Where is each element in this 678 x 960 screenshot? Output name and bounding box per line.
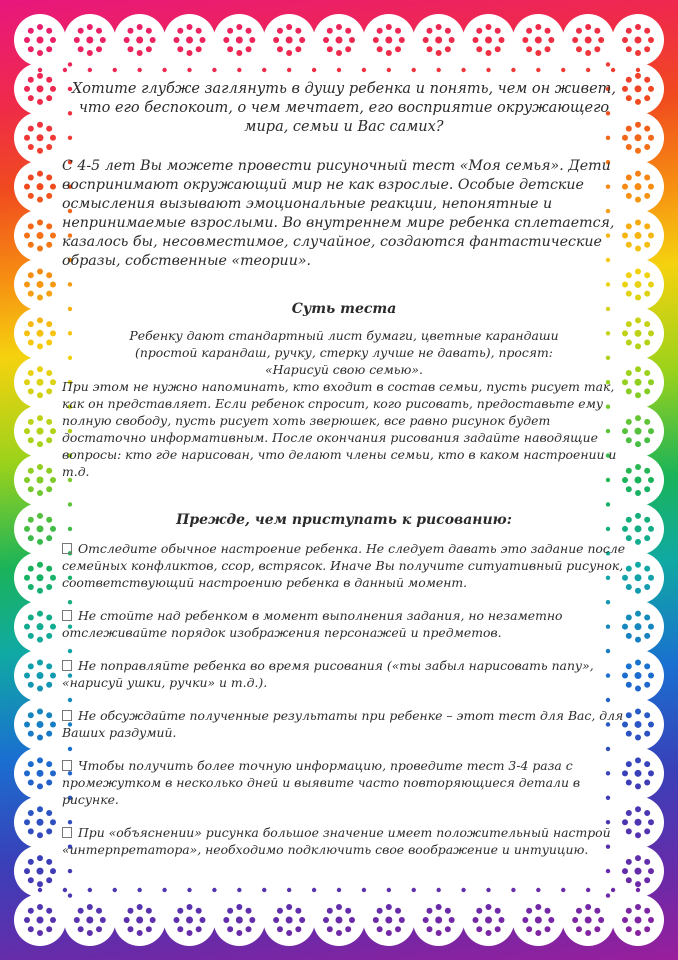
intro-text: Хотите глубже заглянуть в душу ребенка и понять, чем он живет, что его беспокоит, о чем мечтает, его восприятие окружающего мира, семьи и Вас самих? [71, 81, 617, 135]
tip-item [62, 707, 626, 741]
section2-title: Прежде, чем приступать к рисованию: [176, 512, 512, 528]
document-content [62, 72, 626, 892]
tip-item [62, 607, 626, 641]
checkbox-bullet-icon [62, 710, 72, 721]
tip-text: При «объяснении» рисунка большое значение имеет положительный настрой «интерпретатора», необходимо подключить свое воображение и интуицию. [62, 825, 611, 857]
tip-text: Чтобы получить более точную информацию, проведите тест 3-4 раза с промежутком в несколько дней и выявите часто повторяющиеся детали в рисунке. [62, 758, 581, 807]
section1-body: При этом не нужно напоминать, кто входит в состав семьи, пусть рисует так, как он представляет. Если ребенок спросит, кого рисовать, предоставьте ему полную свободу, пусть рисует хоть зверюшек, все равно рисунок будет достаточно информативным. После окончания рисования задайте наводящие вопросы: кто где нарисован, что делают члены семьи, кто в каком настроении и т.д. [62, 379, 617, 479]
tip-text: Не стойте над ребенком в момент выполнения задания, но незаметно отслеживайте порядок изображения персонажей и предметов. [62, 608, 563, 640]
section1-title: Суть теста [291, 301, 397, 317]
tip-item [62, 824, 626, 858]
tips-list [62, 540, 626, 858]
tip-item [62, 757, 626, 808]
section1-instruction: Ребенку дают стандартный лист бумаги, цветные карандаши (простой карандаш, ручку, стерку лучше не давать), просят: «Нарисуй свою семью». [129, 328, 559, 377]
checkbox-bullet-icon [62, 610, 72, 621]
tip-item [62, 657, 626, 691]
tip-text: Не поправляйте ребенка во время рисования («ты забыл нарисовать папу», «нарисуй ушки, ручки» и т.д.). [62, 658, 594, 690]
tip-item [62, 540, 626, 591]
tip-text: Отследите обычное настроение ребенка. Не следует давать это задание после семейных конфликтов, ссор, встрясок. Иначе Вы получите ситуативный рисунок, соответствующий настроению ребенка в данный момент. [62, 541, 626, 590]
checkbox-bullet-icon [62, 827, 72, 838]
paragraph-1: С 4-5 лет Вы можете провести рисуночный тест «Моя семья». Дети воспринимают окружающий мир не как взрослые. Особые детские осмысления вызывают эмоциональные реакции, непонятные и непринимаемые взрослыми. Во внутреннем мире ребенка сплетается, казалось бы, несовместимое, случайное, создаются фантастические образы, собственные «теории». [62, 158, 615, 269]
checkbox-bullet-icon [62, 660, 72, 671]
checkbox-bullet-icon [62, 543, 72, 554]
tip-text: Не обсуждайте полученные результаты при ребенке – этот тест для Вас, для Ваших раздумий. [62, 708, 624, 740]
checkbox-bullet-icon [62, 760, 72, 771]
